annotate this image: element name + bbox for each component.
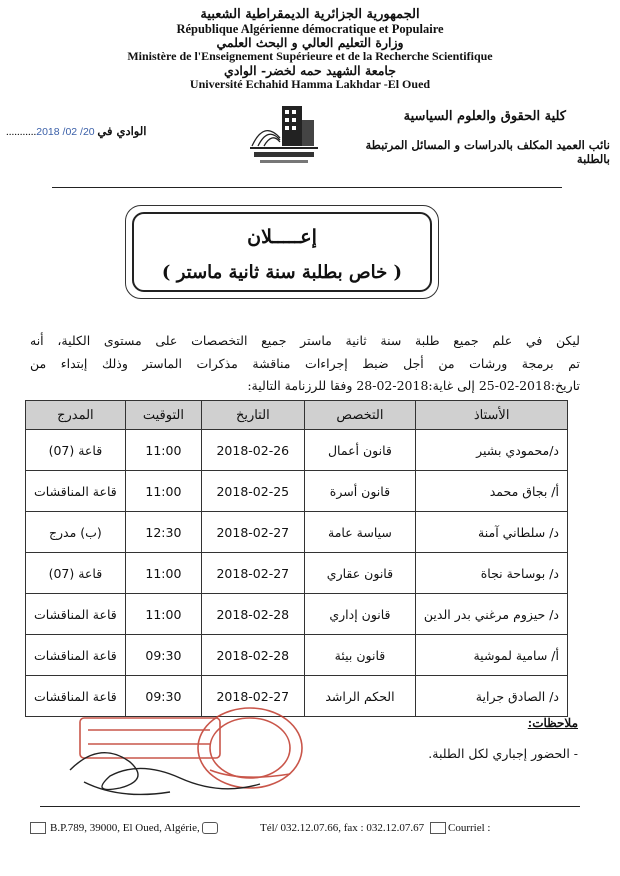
cell-time: 09:30 — [125, 676, 201, 717]
cell-professor: د/محمودي بشير — [416, 430, 568, 471]
footer-phone: Tél/ 032.12.07.66, fax : 032.12.07.67 — [260, 822, 425, 834]
cell-specialty: قانون أسرة — [304, 471, 416, 512]
official-stamp-signature — [60, 700, 320, 810]
schedule-table — [25, 400, 568, 717]
header-specialty: التخصص — [304, 401, 416, 430]
cell-date: 2018-02-25 — [202, 471, 305, 512]
vice-dean-office: نائب العميد المكلف بالدراسات و المسائل المرتبطة بالطلبة — [365, 138, 610, 166]
ministry-fr: Ministère de l'Enseignement Supérieure et de la Recherche Scientifique — [127, 49, 493, 63]
email-icon — [430, 822, 446, 834]
republic-fr: République Algérienne démocratique et Populaire — [176, 22, 444, 36]
cell-date: 2018-02-27 — [202, 553, 305, 594]
cell-time: 11:00 — [125, 553, 201, 594]
cell-time: 11:00 — [125, 430, 201, 471]
cell-specialty: الحكم الراشد — [304, 676, 416, 717]
cell-hall: (ب) مدرج — [26, 512, 126, 553]
cell-professor: د/ بوساحة نجاة — [416, 553, 568, 594]
cell-specialty: قانون إداري — [304, 594, 416, 635]
faculty-name: كلية الحقوق والعلوم السياسية — [403, 109, 566, 124]
cell-date: 2018-02-26 — [202, 430, 305, 471]
table-row — [26, 512, 568, 553]
header-hall: المدرج — [26, 401, 126, 430]
cell-professor: د/ حيزوم مرغني بدر الدين — [416, 594, 568, 635]
cell-specialty: قانون عقاري — [304, 553, 416, 594]
university-logo — [246, 98, 322, 168]
university-fr: Université Echahid Hamma Lakhdar -El Oued — [189, 77, 431, 91]
header-time: التوقيت — [125, 401, 201, 430]
footer-separator — [40, 806, 580, 807]
table-row — [26, 594, 568, 635]
cell-time: 09:30 — [125, 635, 201, 676]
notes-title: ملاحظات: — [527, 716, 578, 730]
date-label: الوادي في — [97, 124, 147, 138]
cell-time: 11:00 — [125, 471, 201, 512]
republic-ar: الجمهورية الجزائرية الديمقراطية الشعبية — [200, 7, 420, 22]
phone-icon — [202, 822, 218, 834]
table-header-row — [26, 401, 568, 430]
announcement-subtitle: ( خاص بطلبة سنة ثانية ماستر ) — [161, 262, 403, 283]
cell-specialty: قانون أعمال — [304, 430, 416, 471]
date-line — [6, 124, 146, 138]
table-row — [26, 430, 568, 471]
announcement-title: إعـــــلان — [247, 226, 317, 248]
paragraph-line-3: تاريخ:2018-02-25 إلى غاية:2018-02-28 وفقا للرزنامة التالية: — [247, 378, 580, 393]
table-row — [26, 471, 568, 512]
cell-date: 2018-02-28 — [202, 594, 305, 635]
header-professor: الأستاذ — [416, 401, 568, 430]
cell-professor: أ/ سامية لموشية — [416, 635, 568, 676]
cell-professor: د/ سلطاني آمنة — [416, 512, 568, 553]
paragraph-line-1: ليكن في علم جميع طلبة سنة ثانية ماستر جميع التخصصات على مستوى الكلية، أنه — [30, 333, 580, 348]
cell-professor: د/ الصادق جراية — [416, 676, 568, 717]
header-date: التاريخ — [202, 401, 305, 430]
cell-hall: قاعة (07) — [26, 553, 126, 594]
footer-address: B.P.789, 39000, El Oued, Algérie, — [50, 822, 200, 834]
cell-date: 2018-02-27 — [202, 512, 305, 553]
cell-date: 2018-02-28 — [202, 635, 305, 676]
cell-hall: قاعة المناقشات — [26, 471, 126, 512]
footer-email: Courriel : — [448, 822, 491, 834]
cell-hall: قاعة المناقشات — [26, 594, 126, 635]
cell-specialty: قانون بيئة — [304, 635, 416, 676]
cell-hall: قاعة المناقشات — [26, 676, 126, 717]
cell-time: 12:30 — [125, 512, 201, 553]
mailbox-icon — [30, 822, 46, 834]
university-ar: جامعة الشهيد حمه لخضر- الوادي — [224, 63, 396, 78]
cell-date: 2018-02-27 — [202, 676, 305, 717]
paragraph-line-2: تم برمجة ورشات من أجل ضبط إجراءات مناقشة مذكرات الماستر وذلك إبتداء من — [30, 356, 580, 371]
cell-time: 11:00 — [125, 594, 201, 635]
handwritten-date: 2018 /02 /20 — [36, 126, 95, 138]
note-item: - الحضور إجباري لكل الطلبة. — [428, 746, 578, 761]
ministry-ar: وزارة التعليم العالي و البحث العلمي — [216, 35, 404, 50]
table-row — [26, 635, 568, 676]
header-separator — [52, 187, 562, 188]
table-row — [26, 553, 568, 594]
cell-specialty: سياسة عامة — [304, 512, 416, 553]
date-dots: ........... — [6, 126, 37, 138]
cell-hall: قاعة (07) — [26, 430, 126, 471]
cell-professor: أ/ بجاق محمد — [416, 471, 568, 512]
cell-hall: قاعة المناقشات — [26, 635, 126, 676]
